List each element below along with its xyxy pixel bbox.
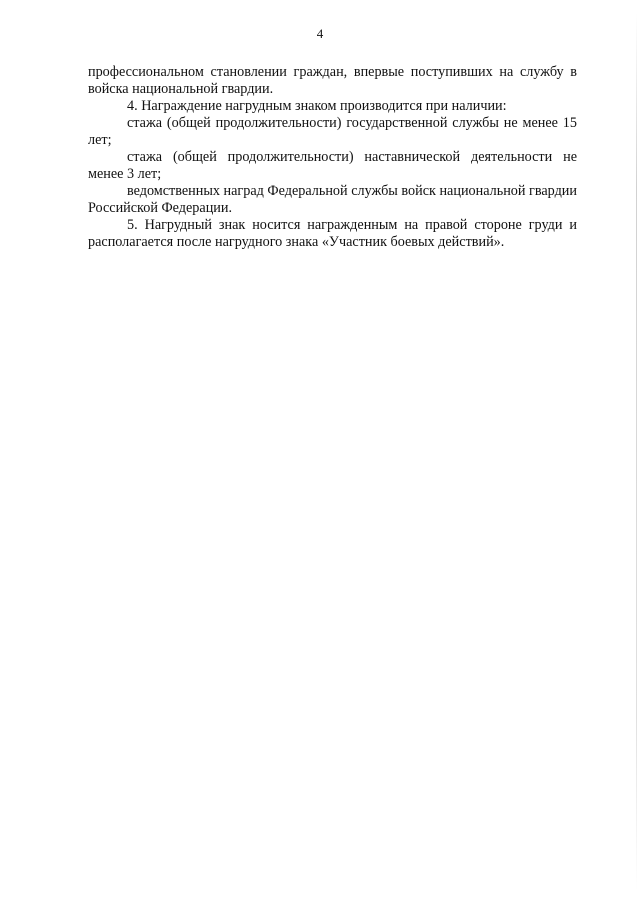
- scan-edge-shadow: [636, 12, 637, 892]
- paragraph-mentoring-term: стажа (общей продолжительности) наставнической деятельности не менее 3 лет;: [88, 149, 577, 182]
- paragraph-item-4: 4. Награждение нагрудным знаком производится при наличии:: [127, 98, 507, 114]
- paragraph-service-term: стажа (общей продолжительности) государственной службы не менее 15 лет;: [88, 115, 577, 148]
- paragraph-departmental-awards: ведомственных наград Федеральной службы войск национальной гвардии Российской Федерации.: [88, 183, 577, 216]
- page-number: 4: [316, 26, 324, 41]
- paragraph-continuation: профессиональном становлении граждан, впервые поступивших на службу в войска национальной гвардии.: [88, 64, 577, 97]
- document-body: [88, 64, 577, 251]
- paragraph-item-5: 5. Нагрудный знак носится награжденным на правой стороне груди и располагается после нагрудного знака «Участник боевых действий».: [88, 217, 577, 250]
